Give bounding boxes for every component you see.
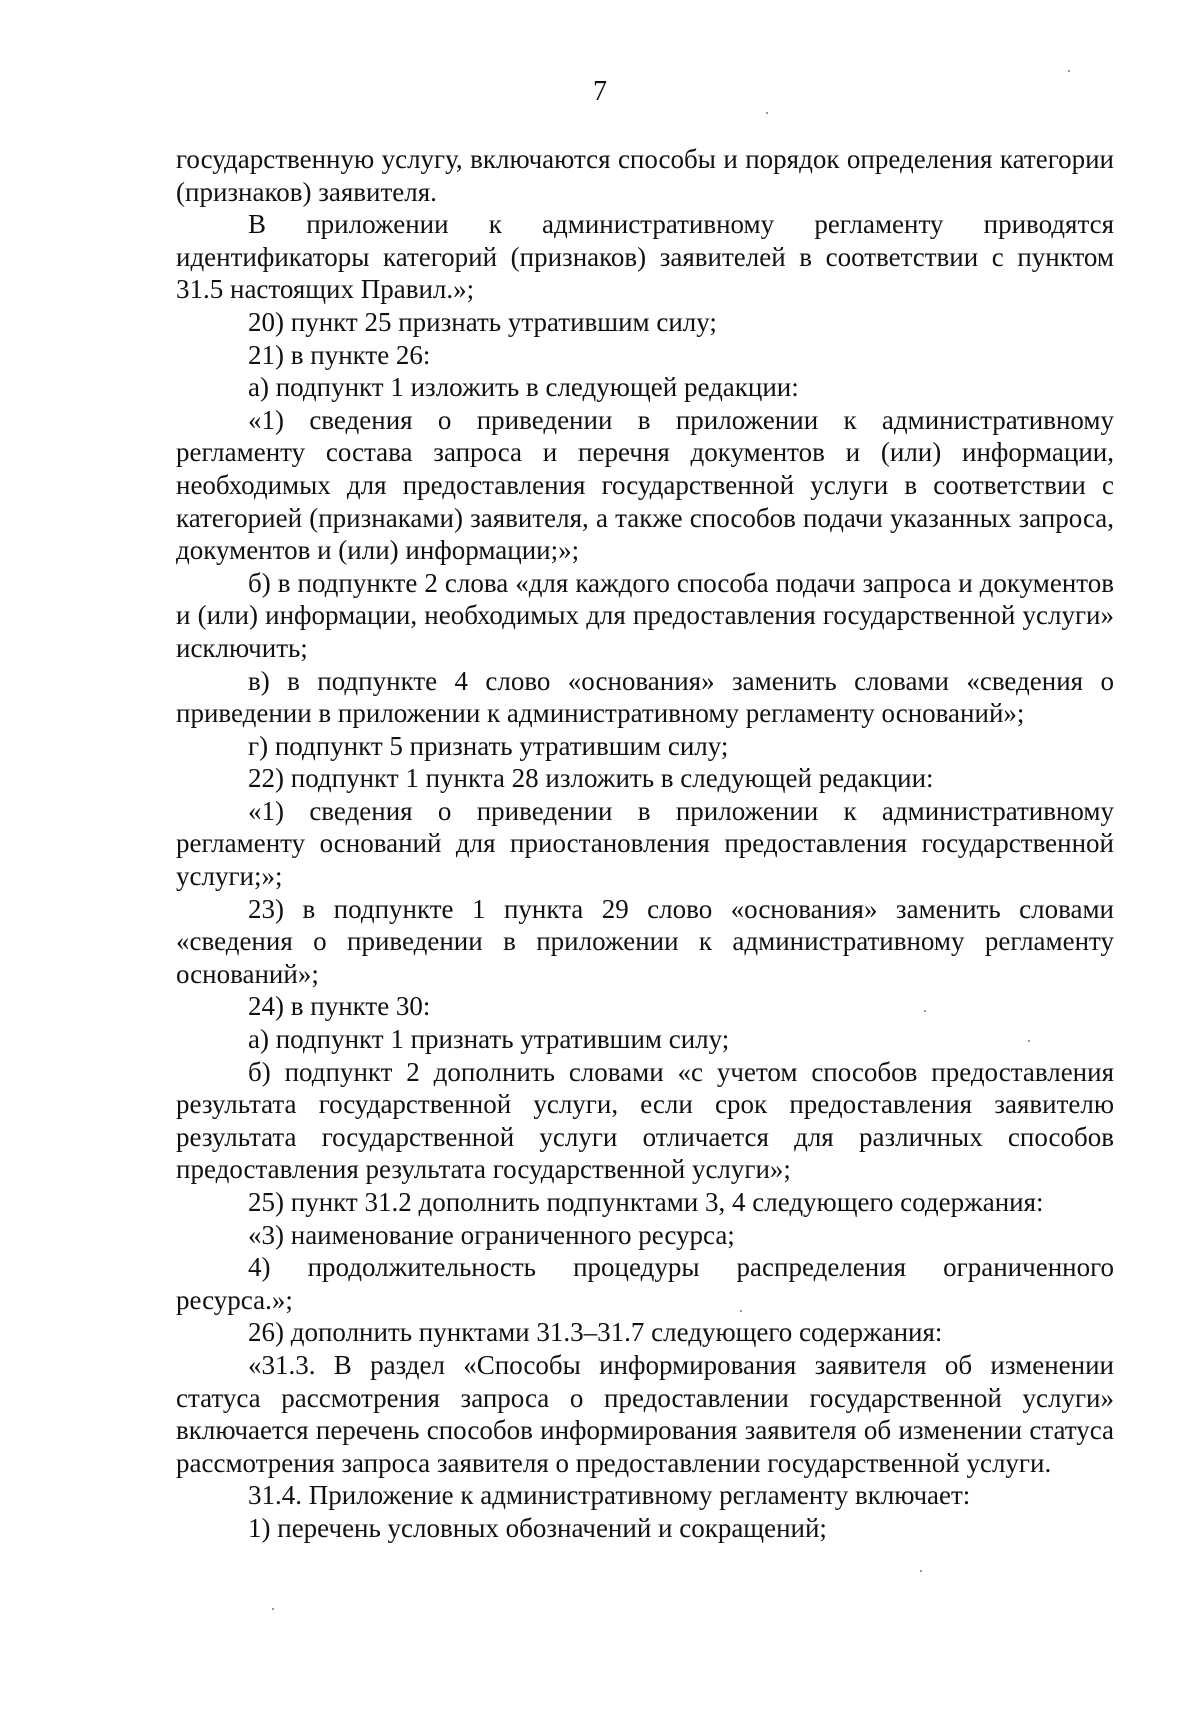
paragraph: б) подпункт 2 дополнить словами «с учетом способов предоставления результата государственной услуги, если срок предоставления заявителю результата государственной услуги отличается для различных способов предоставления результата государственной услуги»; [176,1056,1114,1185]
paragraph: а) подпункт 1 признать утратившим силу; [248,1024,730,1055]
paragraph: 31.4. Приложение к административному регламенту включает: [248,1480,971,1511]
paragraph: «1) сведения о приведении в приложении к административному регламенту состава запроса и перечня документов и (или) информации, необходимых для предоставления государственной услуги в соответствии с категорией (признаками) заявителя, а также способов подачи указанных запроса, документов и (или) информации;»; [176,404,1114,566]
scan-artifact [740,1310,742,1312]
scan-artifact [272,1608,274,1610]
page-number: 7 [593,76,607,107]
paragraph: 21) в пункте 26: [248,339,431,370]
paragraph: б) в подпункте 2 слова «для каждого способа подачи запроса и документов и (или) информации, необходимых для предоставления государственной услуги» исключить; [176,567,1114,663]
paragraph: «1) сведения о приведении в приложении к административному регламенту оснований для приостановления предоставления государственной услуги;»; [176,795,1114,892]
paragraph: г) подпункт 5 признать утратившим силу; [248,730,729,761]
paragraph: 4) продолжительность процедуры распределения ограниченного ресурса.»; [176,1252,1114,1315]
paragraph: 1) перечень условных обозначений и сокращений; [248,1512,827,1543]
scan-artifact [766,112,768,114]
paragraph: 20) пункт 25 признать утратившим силу; [248,306,717,337]
scan-artifact [924,1010,926,1012]
scan-artifact [920,1570,922,1572]
document-body [176,143,1114,1545]
paragraph: 26) дополнить пунктами 31.3–31.7 следующего содержания: [248,1317,943,1348]
paragraph: В приложении к административному регламенту приводятся идентификаторы категорий (признаков) заявителей в соответствии с пунктом 31.5 настоящих Правил.»; [176,209,1114,305]
paragraph: а) подпункт 1 изложить в следующей редакции: [248,372,799,403]
scan-artifact [1068,70,1070,72]
paragraph: 22) подпункт 1 пункта 28 изложить в следующей редакции: [248,763,934,794]
paragraph: «31.3. В раздел «Способы информирования заявителя об изменении статуса рассмотрения запроса о предоставлении государственной услуги» включается перечень способов информирования заявителя об изменении статуса рассмотрения запроса заявителя о предоставлении государственной услуги. [176,1349,1114,1478]
paragraph: 23) в подпункте 1 пункта 29 слово «основания» заменить словами «сведения о приведении в приложении к административному регламенту оснований»; [176,893,1114,989]
scan-artifact [1028,1040,1030,1042]
paragraph: 24) в пункте 30: [248,991,431,1022]
paragraph: в) в подпункте 4 слово «основания» заменить словами «сведения о приведении в приложении к административному регламенту оснований»; [176,665,1114,729]
paragraph: государственную услугу, включаются способы и порядок определения категории (признаков) заявителя. [176,144,1114,207]
paragraph: 25) пункт 31.2 дополнить подпунктами 3, 4 следующего содержания: [248,1187,1044,1217]
paragraph: «3) наименование ограниченного ресурса; [248,1219,735,1250]
